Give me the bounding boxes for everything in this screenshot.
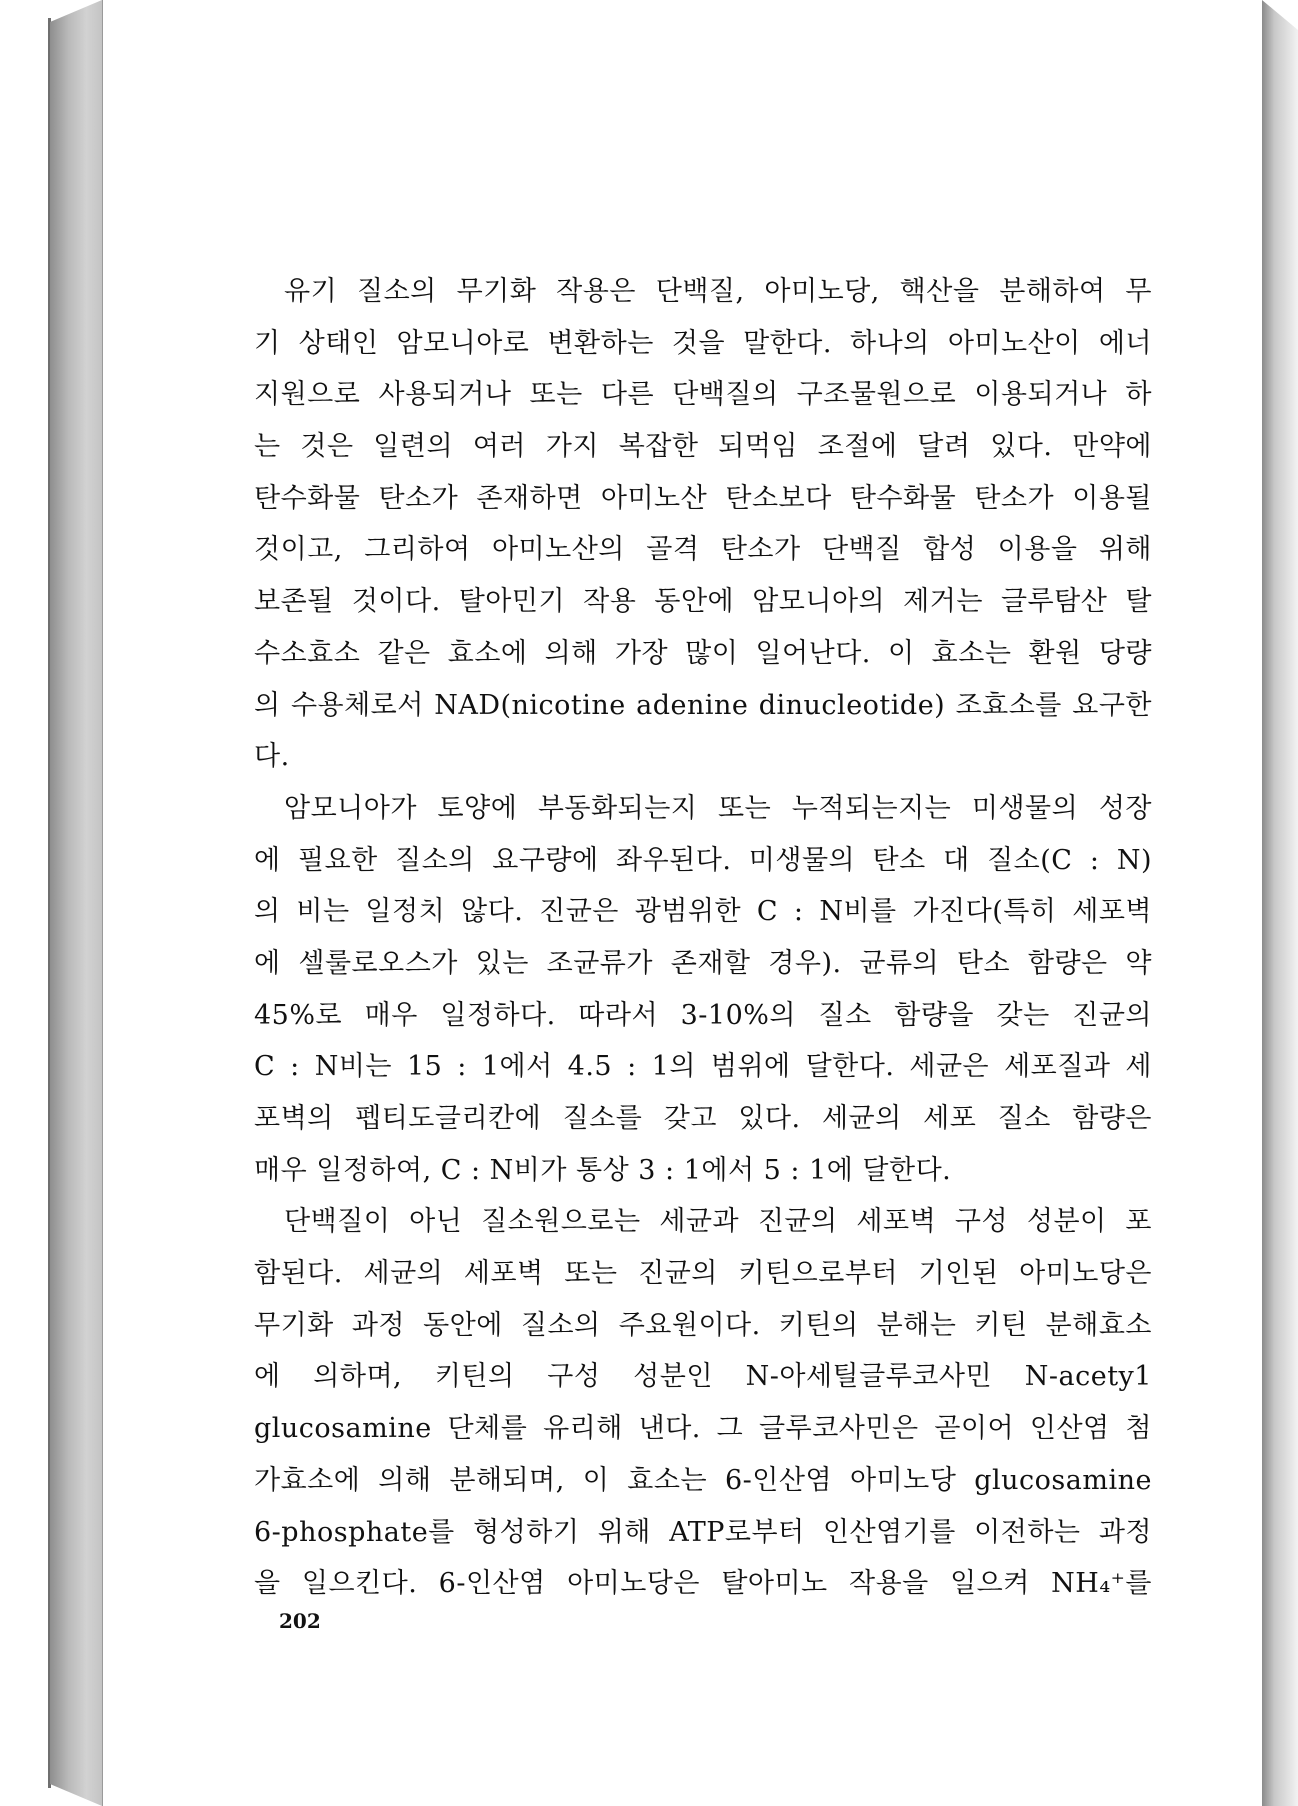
text-line: 을 일으킨다. 6-인산염 아미노당은 탈아미노 작용을 일으켜 NH₄⁺를 <box>254 1568 1152 1600</box>
text-line: 탄수화물 탄소가 존재하면 아미노산 탄소보다 탄수화물 탄소가 이용될 <box>254 482 1152 514</box>
text-line: 의 수용체로서 NAD(nicotine adenine dinucleotide) 조효소를 요구한 <box>254 689 1152 721</box>
text-line: 가효소에 의해 분해되며, 이 효소는 6-인산염 아미노당 glucosamine <box>254 1464 1152 1496</box>
text-line: 다. <box>254 741 290 773</box>
text-line: 함된다. 세균의 세포벽 또는 진균의 키틴으로부터 기인된 아미노당은 <box>254 1258 1152 1290</box>
text-line: 45%로 매우 일정하다. 따라서 3-10%의 질소 함량을 갖는 진균의 <box>254 999 1152 1031</box>
book-spine <box>50 0 102 1806</box>
text-line: 의 비는 일정치 않다. 진균은 광범위한 C : N비를 가진다(특히 세포벽 <box>254 896 1152 928</box>
text-line: 기 상태인 암모니아로 변환하는 것을 말한다. 하나의 아미노산이 에너 <box>254 327 1152 359</box>
text-line: 포벽의 펩티도글리칸에 질소를 갖고 있다. 세균의 세포 질소 함량은 <box>254 1103 1152 1134</box>
text-line: 는 것은 일련의 여러 가지 복잡한 되먹임 조절에 달려 있다. 만약에 <box>254 431 1152 463</box>
page-edge-shadow <box>1262 0 1298 1806</box>
body-text <box>254 266 1152 1610</box>
text-line: glucosamine 단체를 유리해 낸다. 그 글루코사민은 곧이어 인산염 첨 <box>254 1413 1152 1445</box>
text-line: 에 필요한 질소의 요구량에 좌우된다. 미생물의 탄소 대 질소(C : N) <box>254 844 1152 876</box>
text-line: C : N비는 15 : 1에서 4.5 : 1의 범위에 달한다. 세균은 세포질과 세 <box>254 1051 1152 1083</box>
text-line: 에 셀룰로오스가 있는 조균류가 존재할 경우). 균류의 탄소 함량은 약 <box>254 947 1152 979</box>
text-line: 무기화 과정 동안에 질소의 주요원이다. 키틴의 분해는 키틴 분해효소 <box>254 1309 1152 1341</box>
text-line: 단백질이 아닌 질소원으로는 세균과 진균의 세포벽 구성 성분이 포 <box>284 1206 1152 1238</box>
text-line: 매우 일정하여, C : N비가 통상 3 : 1에서 5 : 1에 달한다. <box>254 1154 952 1186</box>
text-line: 유기 질소의 무기화 작용은 단백질, 아미노당, 핵산을 분해하여 무 <box>284 276 1152 307</box>
text-line: 수소효소 같은 효소에 의해 가장 많이 일어난다. 이 효소는 환원 당량 <box>254 637 1152 669</box>
text-line: 6-phosphate를 형성하기 위해 ATP로부터 인산염기를 이전하는 과정 <box>254 1516 1152 1548</box>
page-number: 202 <box>279 1609 321 1633</box>
text-line: 지원으로 사용되거나 또는 다른 단백질의 구조물원으로 이용되거나 하 <box>254 379 1152 411</box>
text-line: 보존될 것이다. 탈아민기 작용 동안에 암모니아의 제거는 글루탐산 탈 <box>254 586 1152 618</box>
text-line: 것이고, 그리하여 아미노산의 골격 탄소가 단백질 합성 이용을 위해 <box>254 534 1152 566</box>
text-line: 암모니아가 토양에 부동화되는지 또는 누적되는지는 미생물의 성장 <box>284 792 1152 824</box>
text-line: 에 의하며, 키틴의 구성 성분인 N-아세틸글루코사민 N-acety1 <box>254 1361 1152 1393</box>
